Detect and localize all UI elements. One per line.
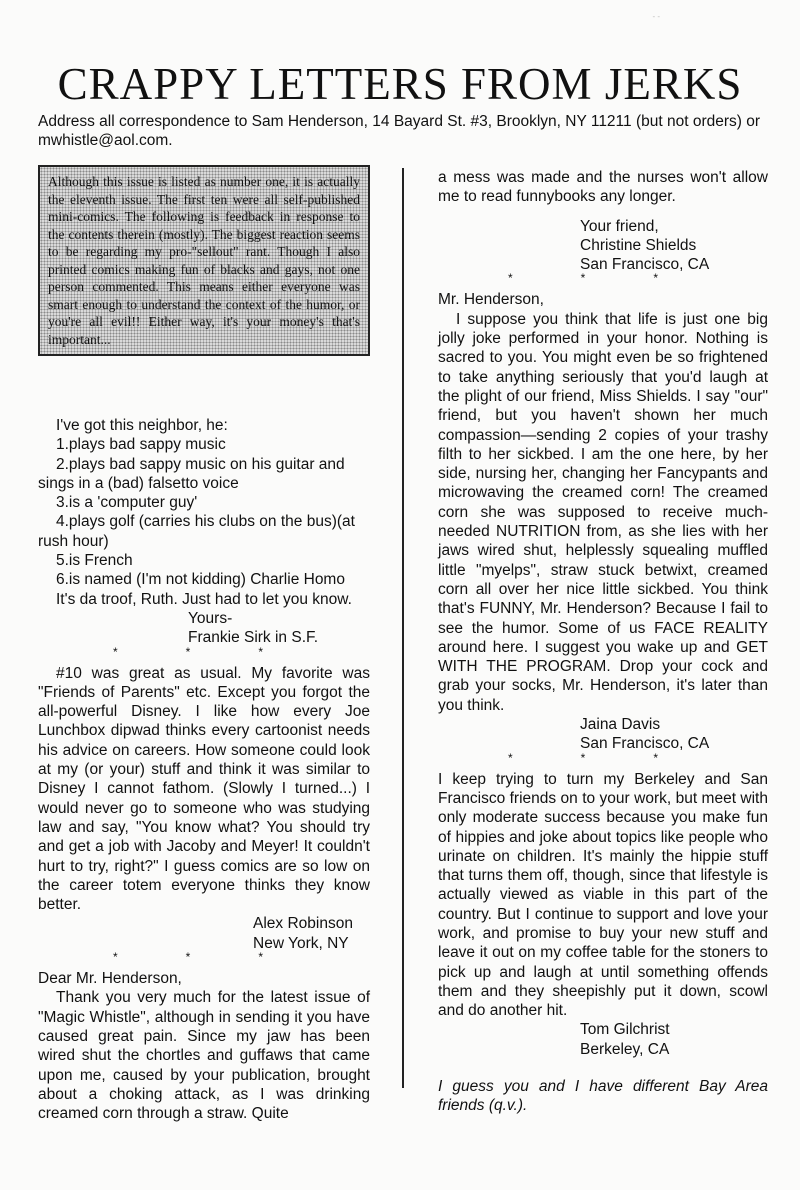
signature-name: Alex Robinson <box>253 915 353 933</box>
letter-frankie <box>38 416 370 658</box>
left-column <box>38 165 370 1123</box>
separator-star: * <box>508 750 513 765</box>
separator-stars <box>438 272 658 284</box>
separator-star: * <box>258 950 263 965</box>
editor-reply: I guess you and I have different Bay Area friends (q.v.). <box>438 1078 768 1115</box>
letter-body: I suppose you think that life is just one big jolly joke performed in your honor. Nothing is sacred to you. You might even be so frightened to take anything seriously that you'd laugh at the plight of our friend, Miss Shields. I say "our" friend, but you haven't shown her much compassion—sending 2 copies of your trashy filth to her sickbed. I am the one here, by her side, nursing her, changing her Fancypants and microwaving the creamed corn! The creamed corn she was supposed to receive much-needed NUTRITION from, as she lies with her jaws wired shut, helplessly squealing muffled little "myelps", straw stuck betwixt, creamed corn all over her nice little sickbed. You think that's FUNNY, Mr. Henderson? Because I fail to see the humor. Some of us FACE REALITY around here. I suggest you wake up and GET WITH THE PROGRAM. Drop your cock and grab your socks, Mr. Henderson, it's later than you think. <box>438 310 768 714</box>
separator-star: * <box>185 644 191 659</box>
list-item: 1.plays bad sappy music <box>56 436 226 454</box>
signature: Yours- <box>188 609 233 627</box>
letter-christine-part1 <box>38 969 370 1123</box>
letter-closing: It's da troof, Ruth. Just had to let you know. <box>56 590 352 608</box>
column-divider <box>402 168 404 1088</box>
letter-jaina <box>438 290 768 763</box>
separator-star: * <box>508 271 513 286</box>
letter-body: I keep trying to turn my Berkeley and San Francisco friends on to your work, but meet with only moderate success because you make fun of hippies and joke about topics like people who urinate on children. It's mainly the hippie stuff that turns them off, though, since that lifestyle is actually viewed as viable in this part of the country. But I continue to support and love your work, and promise to buy your new stuff and leave it out on my coffee table for the stoners to pick up and laugh at until something offends them and they sheepishly put it down, scowl and do another hit. <box>438 770 768 1020</box>
separator-star: * <box>653 271 658 286</box>
letter-salutation: Mr. Henderson, <box>438 291 544 309</box>
signature-name: Tom Gilchrist <box>580 1021 670 1039</box>
separator-stars <box>38 951 263 963</box>
signature-location: San Francisco, CA <box>580 735 710 753</box>
signature-location: Berkeley, CA <box>580 1040 670 1058</box>
separator-star: * <box>580 750 586 765</box>
neighbor-list <box>38 435 370 589</box>
list-item: 2.plays bad sappy music on his guitar and sings in a (bad) falsetto voice <box>38 455 345 492</box>
list-item: 6.is named (I'm not kidding) Charlie Homo <box>56 571 345 589</box>
signature-name: Christine Shields <box>580 236 697 254</box>
list-item: 4.plays golf (carries his clubs on the bus)(at rush hour) <box>38 513 355 550</box>
separator-star: * <box>580 271 586 286</box>
editor-notice-box: Although this issue is listed as number one, it is actually the eleventh issue. The first ten were all self-published mini-comics. The following is feedback in response to the contents therein (mostly). The biggest reaction seems to be regarding my pro-"sellout" rant. Though I also printed comics making fun of blacks and gays, not one person commented. This means either everyone was smart enough to understand the context of the humor, or you're all evil!! Either way, it's your money's that's important... <box>38 165 370 356</box>
letter-christine-part2 <box>438 168 768 284</box>
address-line: Address all correspondence to Sam Henderson, 14 Bayard St. #3, Brooklyn, NY 11211 (but not orders) or mwhistle@aol.com. <box>38 113 761 149</box>
separator-star: * <box>113 950 118 965</box>
signature-location: New York, NY <box>253 934 349 952</box>
corner-mark: - - <box>652 12 660 21</box>
letter-body: #10 was great as usual. My favorite was "Friends of Parents" etc. Except you forgot the all-powerful Disney. I like how every Joe Lunchbox dipwad thinks every cartoonist needs his advice on careers. How someone could look at my (or your) stuff and think it was similar to Disney I cannot fathom. (Slowly I turned...) I would never go to someone who was studying law and say, "You know what? You should try and get a job with Jacoby and Meyer! It couldn't hurt to try, right?" I guess comics are so low on the career totem everyone thinks they know better. <box>38 664 370 914</box>
right-column <box>438 168 768 1116</box>
separator-star: * <box>185 950 191 965</box>
signature-location: San Francisco, CA <box>580 256 710 274</box>
signature-name: Frankie Sirk in S.F. <box>188 629 319 647</box>
letter-tom <box>438 770 768 1116</box>
letter-alex <box>38 664 370 963</box>
separator-star: * <box>258 644 263 659</box>
signature-name: Jaina Davis <box>580 716 661 734</box>
separator-star: * <box>113 644 118 659</box>
letter-intro: I've got this neighbor, he: <box>56 417 228 434</box>
letter-body: Thank you very much for the latest issue of "Magic Whistle", although in sending it you have caused great pain. Since my jaw has been wired shut the chortles and guffaws that came upon me, caused by your publication, brought about a choking attack, as I was drinking creamed corn through a straw. Quite <box>38 989 370 1123</box>
list-item: 3.is a 'computer guy' <box>56 494 198 512</box>
list-item: 5.is French <box>56 552 133 570</box>
letter-body: a mess was made and the nurses won't allow me to read funnybooks any longer. <box>438 169 768 206</box>
page-title: CRAPPY LETTERS FROM JERKS <box>57 59 743 109</box>
separator-star: * <box>653 750 658 765</box>
signature: Your friend, <box>580 217 659 235</box>
letter-salutation: Dear Mr. Henderson, <box>38 970 182 988</box>
